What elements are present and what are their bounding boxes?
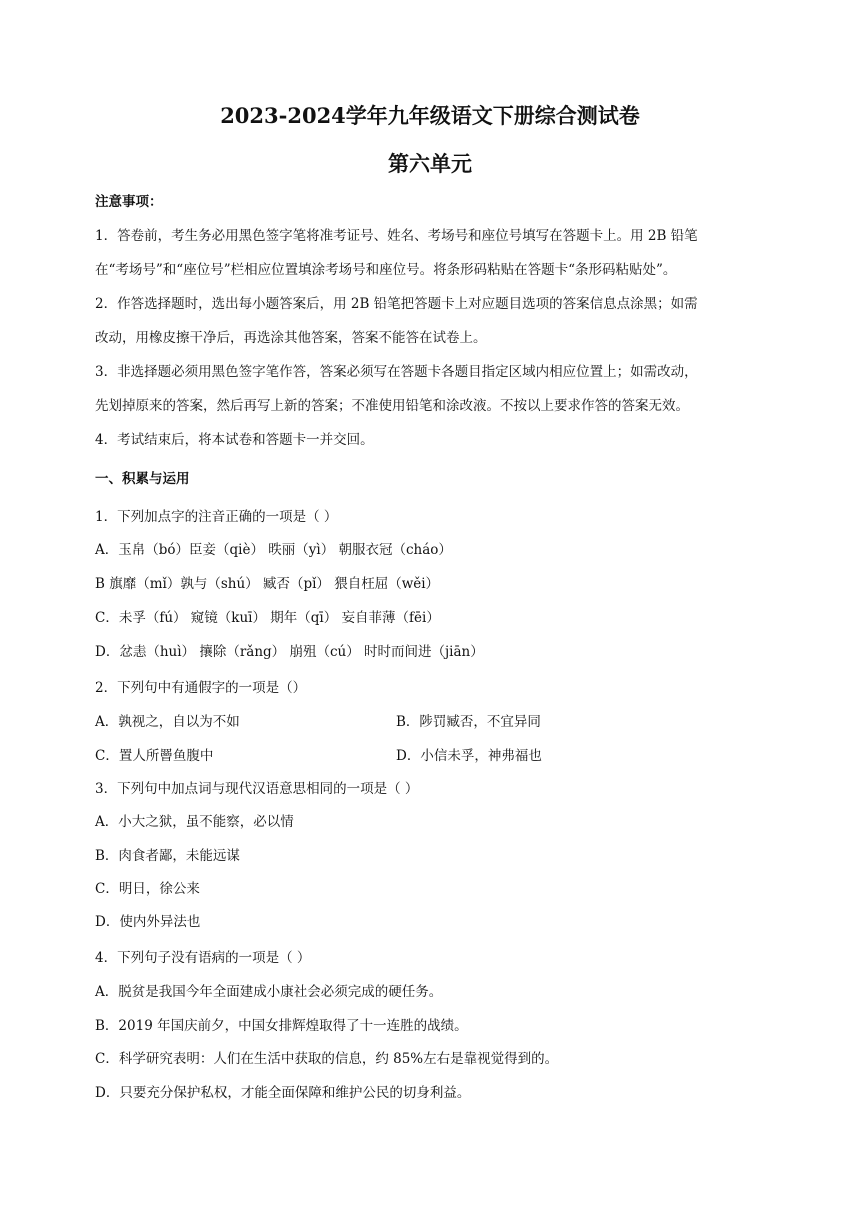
question-3-option-d: D．使内外异法也	[95, 914, 201, 930]
notice-line: 3．非选择题必须用黑色签字笔作答，答案必须写在答题卡各题目指定区域内相应位置上；如需改动，	[95, 364, 698, 380]
notice-line: 4．考试结束后，将本试卷和答题卡一并交回。	[95, 432, 374, 448]
unit-subtitle: 第六单元	[388, 151, 472, 176]
question-4-option-a: A．脱贫是我国今年全面建成小康社会必须完成的硬任务。	[95, 984, 443, 1000]
question-2-option-b: B．陟罚臧否，不宜异同	[396, 714, 541, 730]
exam-title: 2023-2024学年九年级语文下册综合测试卷	[220, 103, 640, 128]
notice-line: 先划掉原来的答案，然后再写上新的答案；不准使用铅笔和涂改液。不按以上要求作答的答案无效。	[95, 398, 689, 414]
notice-line: 在“考场号”和“座位号”栏相应位置填涂考场号和座位号。将条形码粘贴在答题卡“条形码粘贴处”。	[95, 262, 677, 278]
question-4-option-b: B．2019 年国庆前夕，中国女排辉煌取得了十一连胜的战绩。	[95, 1018, 468, 1034]
question-1-stem: 1．下列加点字的注音正确的一项是（ ）	[95, 509, 338, 525]
question-2-stem: 2．下列句中有通假字的一项是（）	[95, 680, 307, 696]
question-4-option-d: D．只要充分保护私权，才能全面保障和维护公民的切身利益。	[95, 1085, 471, 1101]
question-2-option-a: A．孰视之，自以为不如	[95, 714, 240, 730]
notice-heading: 注意事项：	[95, 194, 163, 210]
question-4-option-c: C．科学研究表明：人们在生活中获取的信息，约 85%左右是靠视觉得到的。	[95, 1051, 559, 1067]
question-4-stem: 4．下列句子没有语病的一项是（ ）	[95, 950, 311, 966]
notice-line: 改动，用橡皮擦干净后，再选涂其他答案，答案不能答在试卷上。	[95, 330, 487, 346]
question-3-option-b: B．肉食者鄙，未能远谋	[95, 848, 240, 864]
question-3-stem: 3．下列句中加点词与现代汉语意思相同的一项是（ ）	[95, 781, 419, 797]
section-heading: 一、积累与运用	[95, 471, 190, 487]
notice-line: 2．作答选择题时，选出每小题答案后，用 2B 铅笔把答题卡上对应题目选项的答案信息点涂黑；如需	[95, 296, 698, 312]
question-1-option-c: C．未孚（fú） 窥镜（kuī） 期年（qī） 妄自菲薄（fēi）	[95, 610, 440, 626]
notice-line: 1．答卷前，考生务必用黑色签字笔将准考证号、姓名、考场号和座位号填写在答题卡上。用 2B 铅笔	[95, 228, 698, 244]
question-3-option-a: A．小大之狱，虽不能察，必以情	[95, 814, 294, 830]
question-2-option-d: D．小信未孚，神弗福也	[396, 748, 542, 764]
question-2-option-c: C．置人所罾鱼腹中	[95, 748, 214, 764]
question-1-option-b: B 旗靡（mǐ）孰与（shú） 臧否（pǐ） 猥自枉屈（wěi）	[95, 576, 440, 592]
question-1-option-d: D．忿恚（huì） 攘除（rǎng） 崩殂（cú） 时时而间进（jiān）	[95, 644, 484, 660]
question-1-option-a: A．玉帛（bó）臣妾（qiè） 昳丽（yì） 朝服衣冠（cháo）	[95, 542, 452, 558]
question-3-option-c: C．明日，徐公来	[95, 881, 200, 897]
